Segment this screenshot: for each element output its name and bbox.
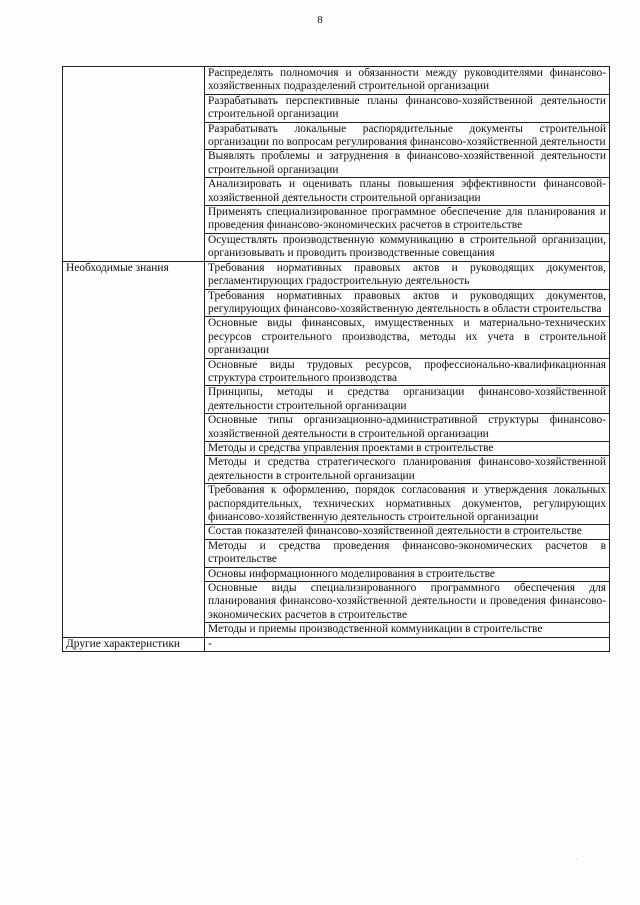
requirement-text: Методы и приемы производственной коммуникации в строительстве (205, 623, 610, 637)
requirement-text: Основные виды трудовых ресурсов, профессионально-квалификационная структура строительного производства (205, 358, 610, 386)
requirement-text: Принципы, методы и средства организации финансово-хозяйственной деятельности строительной организации (205, 386, 610, 414)
table-row (63, 261, 610, 289)
requirement-text: Разрабатывать перспективные планы финансово-хозяйственной деятельности строительной организации (205, 94, 610, 122)
section-label: Другие характеристики (63, 637, 205, 651)
requirement-text: Состав показателей финансово-хозяйственной деятельности в строительстве (205, 525, 610, 539)
competency-table (62, 66, 610, 652)
requirement-text: Осуществлять производственную коммуникацию в строительной организации, организовывать и проводить производственные совещания (205, 233, 610, 261)
requirement-text: Выявлять проблемы и затруднения в финансово-хозяйственной деятельности строительной организации (205, 150, 610, 178)
table-row (63, 637, 610, 651)
requirement-text: Основы информационного моделирования в строительстве (205, 567, 610, 581)
requirement-text: Основные виды финансовых, имущественных и материально-технических ресурсов строительного производства, методы их учета в строительной организации (205, 317, 610, 358)
requirement-text: Методы и средства стратегического планирования финансово-хозяйственной деятельности в строительной организации (205, 456, 610, 484)
section-label (63, 67, 205, 262)
requirement-text: Требования к оформлению, порядок согласования и утверждения локальных распорядительных, технических нормативных документов, регулирующих финансово-хозяйственную деятельность строительной организации (205, 484, 610, 525)
section-label: Необходимые знания (63, 261, 205, 637)
requirement-text: Разрабатывать локальные распорядительные документы строительной организации по вопросам регулирования финансово-хозяйственной деятельности (205, 122, 610, 150)
requirement-text: Основные типы организационно-административной структуры финансово-хозяйственной деятельности в строительной организации (205, 414, 610, 442)
requirement-text: Основные виды специализированного программного обеспечения для планирования финансово-хозяйственной деятельности и проведения финансово-экономических расчетов в строительстве (205, 582, 610, 623)
requirement-text: Методы и средства управления проектами в строительстве (205, 441, 610, 455)
requirement-text: Применять специализированное программное обеспечение для планирования и проведения финансово-экономических расчетов в строительстве (205, 206, 610, 234)
requirement-text: Требования нормативных правовых актов и руководящих документов, регулирующих финансово-хозяйственную деятельность в области строительства (205, 289, 610, 317)
page-number: 8 (317, 14, 323, 26)
requirement-text: - (205, 637, 610, 651)
requirement-text: Требования нормативных правовых актов и руководящих документов, регламентирующих градостроительную деятельность (205, 261, 610, 289)
competency-table-body (63, 67, 610, 652)
requirement-text: Распределять полномочия и обязанности между руководителями финансово-хозяйственных подразделений строительной организации (205, 67, 610, 95)
requirement-text: Анализировать и оценивать планы повышения эффективности финансовой-хозяйственной деятельности строительной организации (205, 178, 610, 206)
scan-mark: · (575, 855, 578, 864)
requirement-text: Методы и средства проведения финансово-экономических расчетов в строительстве (205, 539, 610, 567)
table-row (63, 67, 610, 95)
